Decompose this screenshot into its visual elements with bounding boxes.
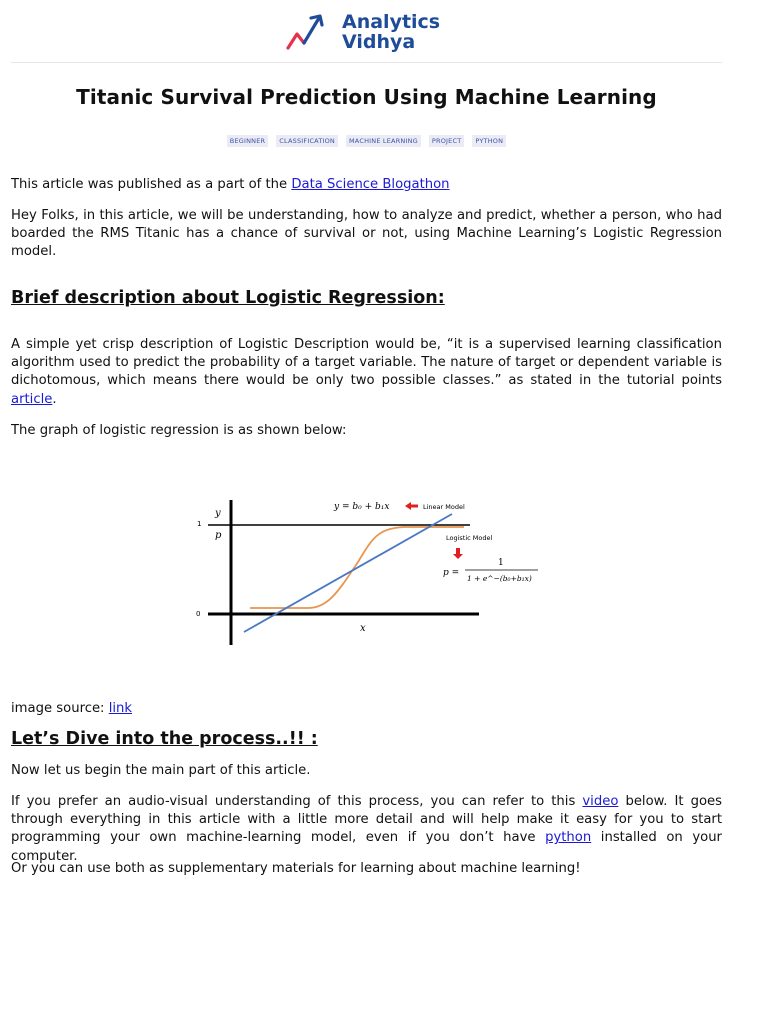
linear-model-label: Linear Model [423,503,465,511]
logo-text [342,12,440,52]
description-end: . [52,391,57,407]
tag-machine-learning[interactable]: MACHINE LEARNING [346,135,421,147]
description-paragraph [11,336,722,409]
published-note [11,176,722,194]
blogathon-link[interactable]: Data Science Blogathon [291,177,450,192]
header-divider [11,62,722,63]
logistic-numerator: 1 [498,558,504,568]
video-link[interactable]: video [582,794,619,809]
y-tick-0: 0 [196,610,201,618]
video-text-3: installed on your computer. [11,830,722,864]
y-tick-1: 1 [197,520,202,528]
heading-logistic-regression: Brief description about Logistic Regression: [11,288,445,308]
video-text-2: below. It goes through everything in this article with a little more detail and will help make it easy for you to start programming your own machine-learning model, even if you don’t have [11,794,722,846]
tag-python[interactable]: PYTHON [472,135,506,147]
description-text: A simple yet crisp description of Logistic Description would be, “it is a supervised learning classification algorithm used to predict the probability of a target variable. The nature of target or dependent variable is dichotomous, which means there would be only two possible classes.” as stated in the tutorial points [11,337,722,389]
graph-intro: The graph of logistic regression is as shown below: [11,423,347,438]
p-label: p [215,530,222,541]
tag-list [0,135,733,147]
tag-beginner[interactable]: BEGINNER [227,135,268,147]
image-source [11,700,722,718]
logo-line2: Vidhya [342,31,416,53]
published-prefix: This article was published as a part of the [11,177,292,192]
x-label: x [360,623,366,634]
supplementary-paragraph: Or you can use both as supplementary materials for learning about machine learning! [11,861,581,876]
heading-dive-into-process: Let’s Dive into the process..!! : [11,729,318,749]
linear-equation: y = b₀ + b₁x [334,502,390,512]
tag-project[interactable]: PROJECT [429,135,465,147]
tag-classification[interactable]: CLASSIFICATION [276,135,338,147]
image-source-link[interactable]: link [108,701,133,716]
video-text-1: If you prefer an audio-visual understanding of this process, you can refer to this [11,794,583,809]
tutorial-article-link[interactable]: article [11,391,53,407]
logistic-arrow-icon [453,548,463,559]
intro-paragraph: Hey Folks, in this article, we will be understanding, how to analyze and predict, whether a person, who had boarded the RMS Titanic has a chance of survival or not, using Machine Learning’s Logistic Regression model. [11,208,722,260]
logistic-p: p = [443,568,460,578]
logistic-denominator: 1 + e^−(b₀+b₁x) [467,574,532,583]
video-paragraph [11,793,722,866]
image-source-prefix: image source: [11,701,109,716]
site-logo[interactable] [286,10,440,54]
y-label: y [215,508,221,519]
begin-paragraph: Now let us begin the main part of this article. [11,763,311,778]
logistic-regression-graph [188,492,548,652]
python-link[interactable]: python [545,830,592,846]
logo-line1: Analytics [342,11,441,33]
analytics-vidhya-logo-icon [286,12,336,52]
linear-arrow-icon [405,502,418,510]
logistic-model-label: Logistic Model [446,534,493,542]
article-title: Titanic Survival Prediction Using Machine Learning [76,85,657,109]
